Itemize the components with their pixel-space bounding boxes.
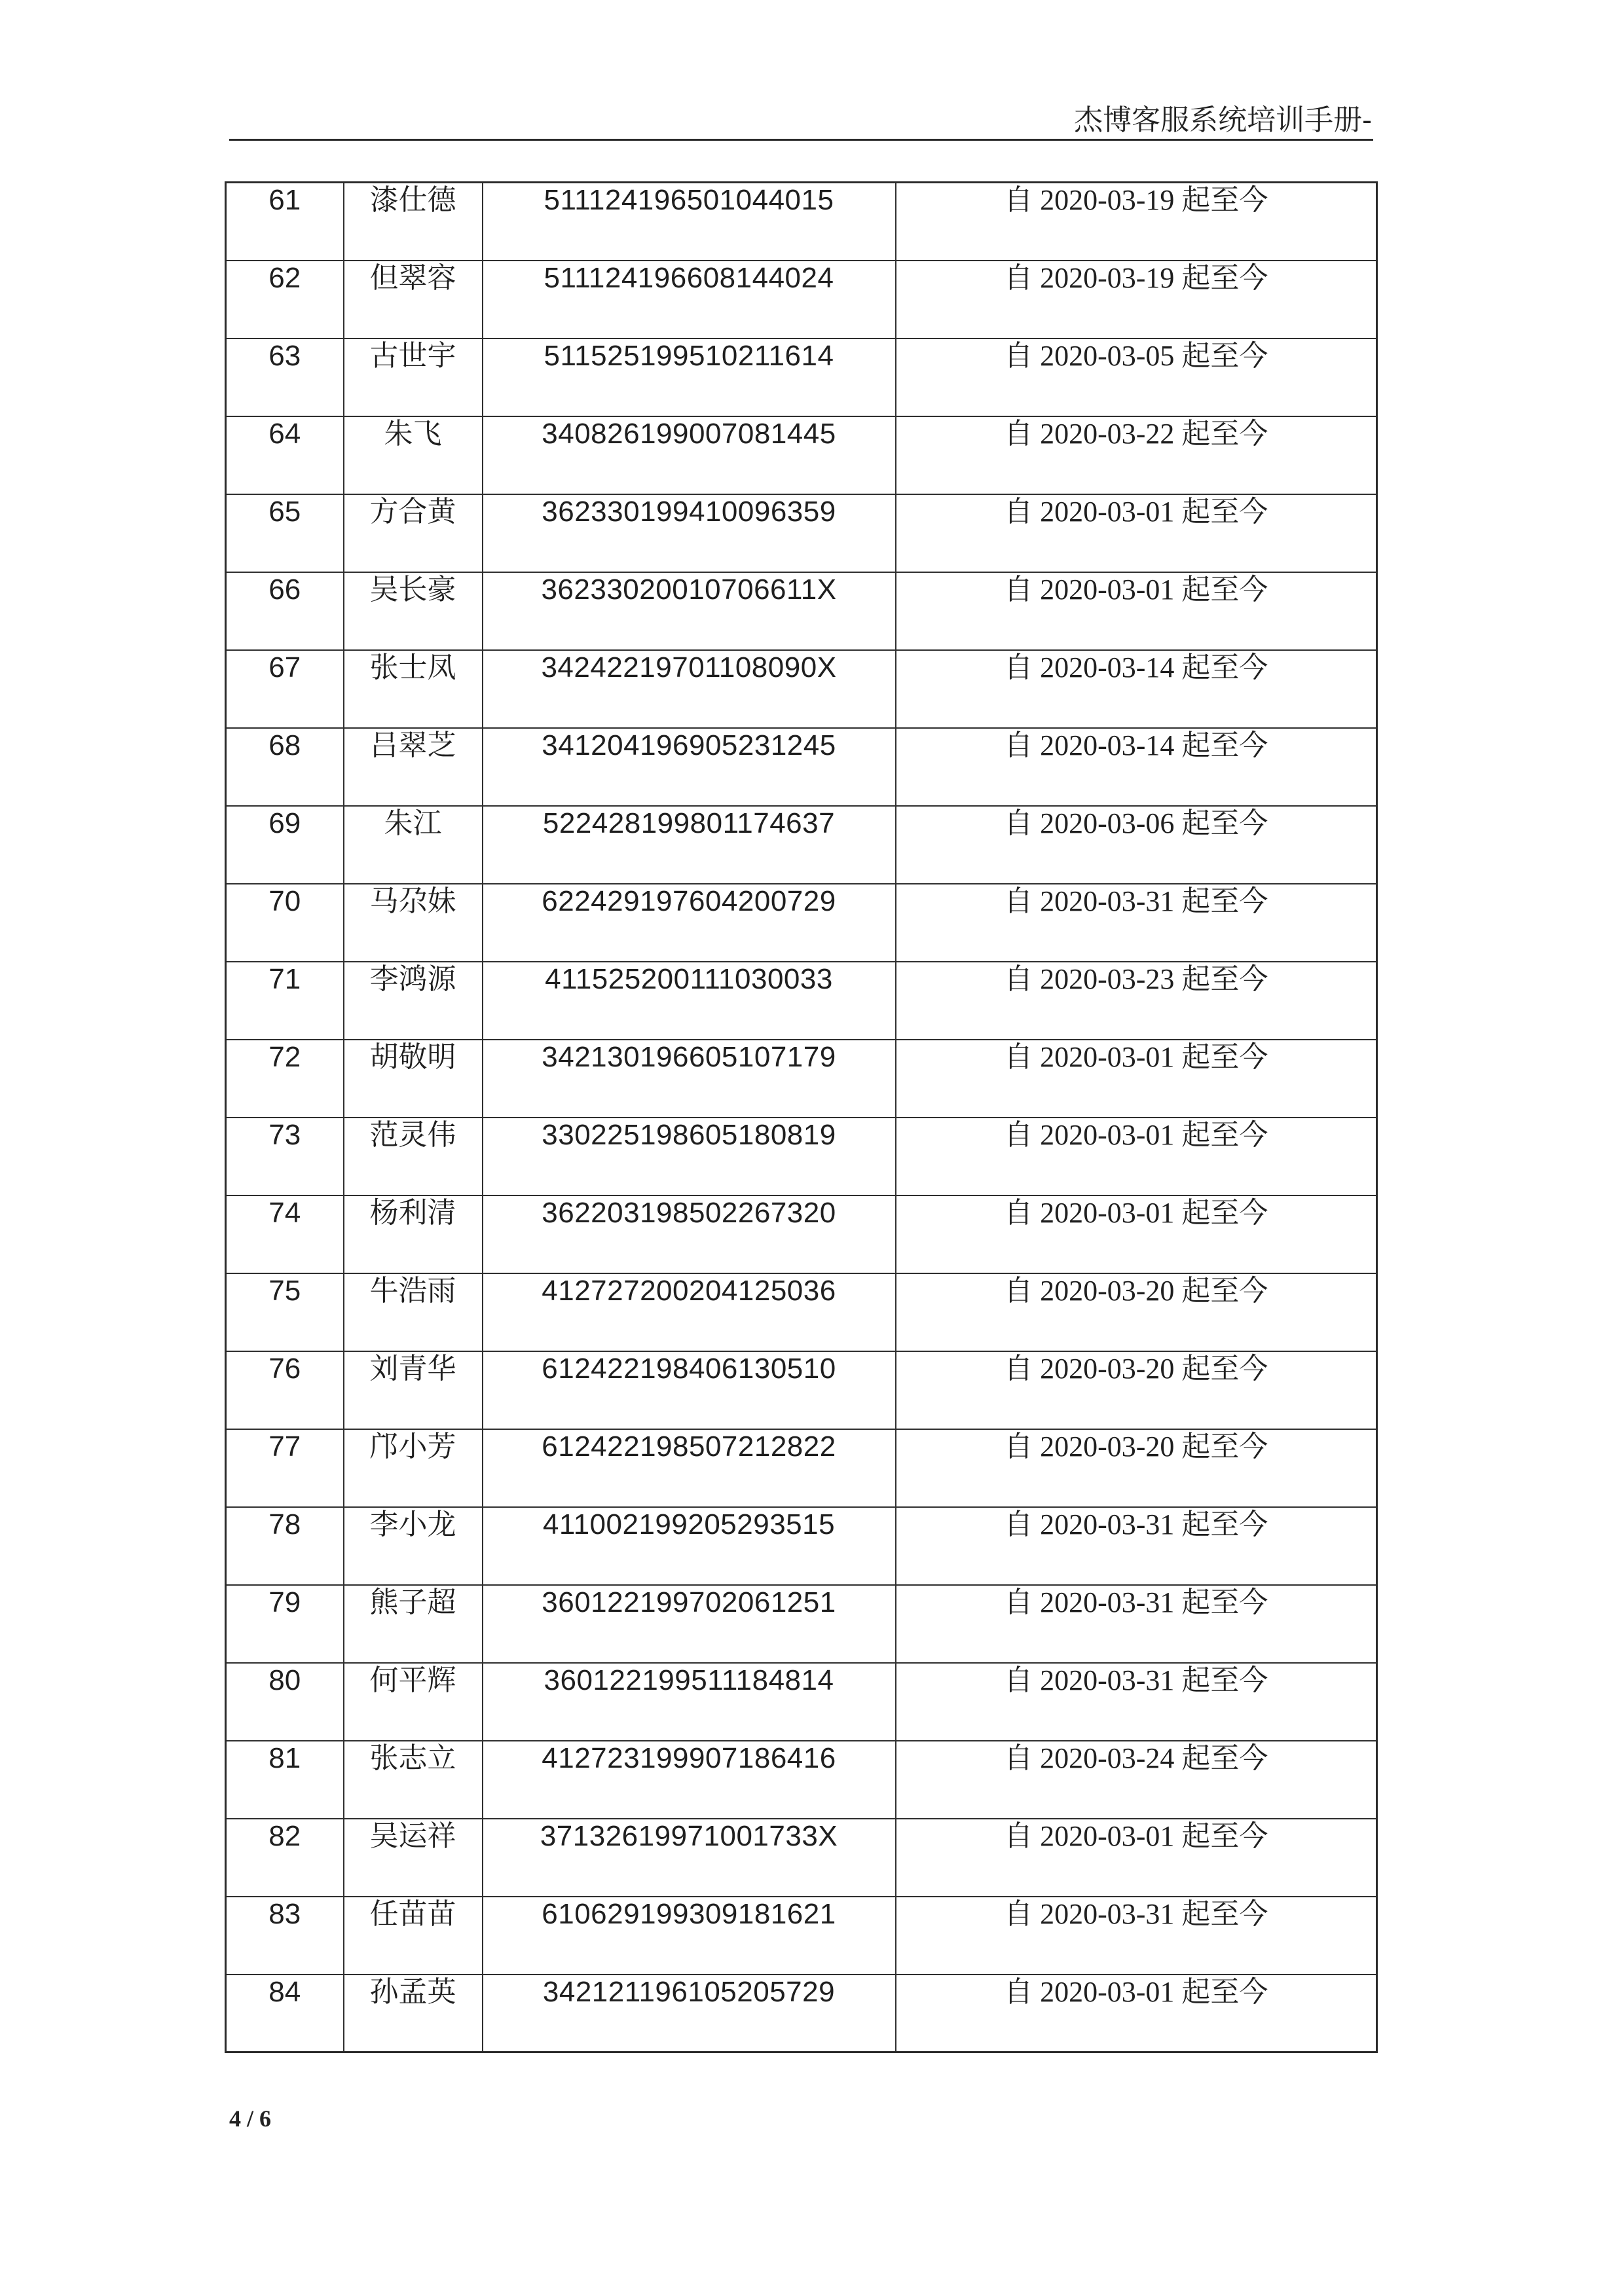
row-number-cell: 70 bbox=[226, 884, 344, 962]
table-row bbox=[226, 572, 1377, 650]
row-number-cell: 64 bbox=[226, 416, 344, 494]
name-cell: 但翠容 bbox=[344, 261, 483, 338]
row-number-cell: 79 bbox=[226, 1585, 344, 1663]
name-cell: 漆仕德 bbox=[344, 183, 483, 261]
row-number-cell: 66 bbox=[226, 572, 344, 650]
id-number-cell: 511525199510211614 bbox=[483, 338, 896, 416]
period-cell: 自 2020-03-01 起至今 bbox=[896, 1118, 1377, 1195]
period-cell: 自 2020-03-31 起至今 bbox=[896, 1897, 1377, 1975]
row-number-cell: 65 bbox=[226, 494, 344, 572]
table-row bbox=[226, 1819, 1377, 1897]
table-row bbox=[226, 1351, 1377, 1429]
period-cell: 自 2020-03-01 起至今 bbox=[896, 1975, 1377, 2052]
period-cell: 自 2020-03-24 起至今 bbox=[896, 1741, 1377, 1819]
id-number-cell: 36233020010706611X bbox=[483, 572, 896, 650]
table-row bbox=[226, 1195, 1377, 1273]
id-number-cell: 511124196501044015 bbox=[483, 183, 896, 261]
header-rule bbox=[229, 139, 1373, 141]
period-cell: 自 2020-03-14 起至今 bbox=[896, 728, 1377, 806]
row-number-cell: 62 bbox=[226, 261, 344, 338]
row-number-cell: 61 bbox=[226, 183, 344, 261]
id-number-cell: 340826199007081445 bbox=[483, 416, 896, 494]
name-cell: 任苗苗 bbox=[344, 1897, 483, 1975]
period-cell: 自 2020-03-01 起至今 bbox=[896, 1819, 1377, 1897]
name-cell: 牛浩雨 bbox=[344, 1273, 483, 1351]
period-cell: 自 2020-03-19 起至今 bbox=[896, 261, 1377, 338]
row-number-cell: 69 bbox=[226, 806, 344, 884]
name-cell: 李小龙 bbox=[344, 1507, 483, 1585]
name-cell: 朱飞 bbox=[344, 416, 483, 494]
row-number-cell: 82 bbox=[226, 1819, 344, 1897]
row-number-cell: 77 bbox=[226, 1429, 344, 1507]
table-row bbox=[226, 884, 1377, 962]
table-row bbox=[226, 1118, 1377, 1195]
row-number-cell: 73 bbox=[226, 1118, 344, 1195]
period-cell: 自 2020-03-20 起至今 bbox=[896, 1351, 1377, 1429]
period-cell: 自 2020-03-01 起至今 bbox=[896, 494, 1377, 572]
id-number-cell: 511124196608144024 bbox=[483, 261, 896, 338]
page-number: 4 / 6 bbox=[229, 2105, 272, 2132]
row-number-cell: 80 bbox=[226, 1663, 344, 1741]
row-number-cell: 74 bbox=[226, 1195, 344, 1273]
name-cell: 杨利清 bbox=[344, 1195, 483, 1273]
name-cell: 李鸿源 bbox=[344, 962, 483, 1040]
personnel-table-body bbox=[226, 183, 1377, 2052]
period-cell: 自 2020-03-22 起至今 bbox=[896, 416, 1377, 494]
row-number-cell: 76 bbox=[226, 1351, 344, 1429]
table-row bbox=[226, 494, 1377, 572]
table-row bbox=[226, 1741, 1377, 1819]
id-number-cell: 342130196605107179 bbox=[483, 1040, 896, 1118]
id-number-cell: 412723199907186416 bbox=[483, 1741, 896, 1819]
period-cell: 自 2020-03-06 起至今 bbox=[896, 806, 1377, 884]
id-number-cell: 360122199702061251 bbox=[483, 1585, 896, 1663]
name-cell: 吴运祥 bbox=[344, 1819, 483, 1897]
period-cell: 自 2020-03-01 起至今 bbox=[896, 572, 1377, 650]
table-row bbox=[226, 1897, 1377, 1975]
id-number-cell: 330225198605180819 bbox=[483, 1118, 896, 1195]
period-cell: 自 2020-03-01 起至今 bbox=[896, 1195, 1377, 1273]
table-row bbox=[226, 261, 1377, 338]
table-row bbox=[226, 1273, 1377, 1351]
period-cell: 自 2020-03-01 起至今 bbox=[896, 1040, 1377, 1118]
table-row bbox=[226, 1040, 1377, 1118]
id-number-cell: 342121196105205729 bbox=[483, 1975, 896, 2052]
period-cell: 自 2020-03-31 起至今 bbox=[896, 1507, 1377, 1585]
id-number-cell: 412727200204125036 bbox=[483, 1273, 896, 1351]
row-number-cell: 81 bbox=[226, 1741, 344, 1819]
name-cell: 马尕妹 bbox=[344, 884, 483, 962]
table-row bbox=[226, 1585, 1377, 1663]
name-cell: 吴长豪 bbox=[344, 572, 483, 650]
name-cell: 吕翠芝 bbox=[344, 728, 483, 806]
document-header-title: 杰博客服系统培训手册- bbox=[1074, 103, 1372, 137]
id-number-cell: 522428199801174637 bbox=[483, 806, 896, 884]
id-number-cell: 341204196905231245 bbox=[483, 728, 896, 806]
row-number-cell: 84 bbox=[226, 1975, 344, 2052]
period-cell: 自 2020-03-31 起至今 bbox=[896, 884, 1377, 962]
period-cell: 自 2020-03-05 起至今 bbox=[896, 338, 1377, 416]
table-row bbox=[226, 183, 1377, 261]
row-number-cell: 83 bbox=[226, 1897, 344, 1975]
period-cell: 自 2020-03-31 起至今 bbox=[896, 1585, 1377, 1663]
row-number-cell: 72 bbox=[226, 1040, 344, 1118]
id-number-cell: 360122199511184814 bbox=[483, 1663, 896, 1741]
id-number-cell: 612422198507212822 bbox=[483, 1429, 896, 1507]
period-cell: 自 2020-03-23 起至今 bbox=[896, 962, 1377, 1040]
id-number-cell: 37132619971001733X bbox=[483, 1819, 896, 1897]
id-number-cell: 612422198406130510 bbox=[483, 1351, 896, 1429]
period-cell: 自 2020-03-31 起至今 bbox=[896, 1663, 1377, 1741]
id-number-cell: 362203198502267320 bbox=[483, 1195, 896, 1273]
period-cell: 自 2020-03-14 起至今 bbox=[896, 650, 1377, 728]
name-cell: 张志立 bbox=[344, 1741, 483, 1819]
period-cell: 自 2020-03-20 起至今 bbox=[896, 1273, 1377, 1351]
table-row bbox=[226, 650, 1377, 728]
table-row bbox=[226, 806, 1377, 884]
name-cell: 朱江 bbox=[344, 806, 483, 884]
name-cell: 邝小芳 bbox=[344, 1429, 483, 1507]
name-cell: 何平辉 bbox=[344, 1663, 483, 1741]
table-row bbox=[226, 338, 1377, 416]
table-row bbox=[226, 962, 1377, 1040]
row-number-cell: 75 bbox=[226, 1273, 344, 1351]
table-row bbox=[226, 1429, 1377, 1507]
row-number-cell: 71 bbox=[226, 962, 344, 1040]
row-number-cell: 68 bbox=[226, 728, 344, 806]
name-cell: 孙孟英 bbox=[344, 1975, 483, 2052]
personnel-table bbox=[225, 181, 1378, 2053]
row-number-cell: 63 bbox=[226, 338, 344, 416]
id-number-cell: 610629199309181621 bbox=[483, 1897, 896, 1975]
row-number-cell: 67 bbox=[226, 650, 344, 728]
name-cell: 范灵伟 bbox=[344, 1118, 483, 1195]
table-row bbox=[226, 1975, 1377, 2052]
table-row bbox=[226, 1507, 1377, 1585]
id-number-cell: 411002199205293515 bbox=[483, 1507, 896, 1585]
name-cell: 熊子超 bbox=[344, 1585, 483, 1663]
id-number-cell: 362330199410096359 bbox=[483, 494, 896, 572]
id-number-cell: 34242219701108090X bbox=[483, 650, 896, 728]
period-cell: 自 2020-03-20 起至今 bbox=[896, 1429, 1377, 1507]
period-cell: 自 2020-03-19 起至今 bbox=[896, 183, 1377, 261]
table-row bbox=[226, 1663, 1377, 1741]
id-number-cell: 622429197604200729 bbox=[483, 884, 896, 962]
name-cell: 张士凤 bbox=[344, 650, 483, 728]
name-cell: 方合黄 bbox=[344, 494, 483, 572]
table-row bbox=[226, 728, 1377, 806]
name-cell: 刘青华 bbox=[344, 1351, 483, 1429]
name-cell: 古世宇 bbox=[344, 338, 483, 416]
row-number-cell: 78 bbox=[226, 1507, 344, 1585]
table-row bbox=[226, 416, 1377, 494]
id-number-cell: 411525200111030033 bbox=[483, 962, 896, 1040]
name-cell: 胡敬明 bbox=[344, 1040, 483, 1118]
